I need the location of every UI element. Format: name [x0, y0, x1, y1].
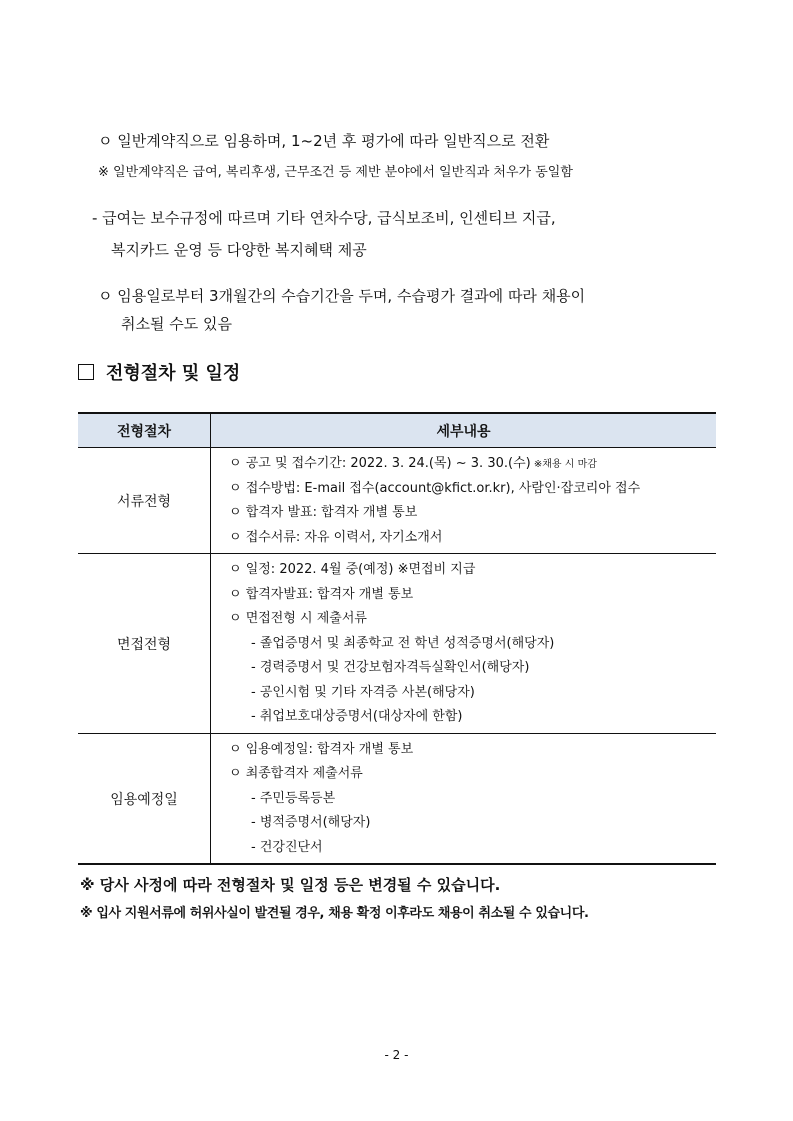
table-row [78, 733, 716, 864]
detail-line [229, 452, 716, 477]
row-details [211, 554, 717, 734]
intro-note-1: ※ 일반계약직은 급여, 복리후생, 근무조건 등 제반 분야에서 일반직과 처우가 동일함 [98, 165, 573, 180]
detail-subline: - 취업보호대상증명서(대상자에 한함) [251, 709, 463, 724]
intro-dash-1a: - 급여는 보수규정에 따르며 기타 연차수당, 급식보조비, 인센티브 지급, [92, 209, 556, 227]
row-stage: 임용예정일 [78, 733, 211, 864]
detail-line: ㅇ 일정: 2022. 4월 중(예정) ※면접비 지급 [229, 562, 476, 577]
detail-suffix: ※채용 시 마감 [530, 459, 597, 470]
header-detail: 세부내용 [211, 413, 717, 448]
detail-line: ㅇ 합격자발표: 합격자 개별 통보 [229, 586, 414, 602]
table-row [78, 448, 716, 554]
detail-subline: - 졸업증명서 및 최종학교 전 학년 성적증명서(해당자) [251, 635, 555, 651]
section-heading [78, 362, 240, 386]
detail-line: ㅇ 최종합격자 제출서류 [229, 766, 363, 781]
detail-subline: - 병적증명서(해당자) [251, 815, 371, 830]
intro-dash-1b: 복지카드 운영 등 다양한 복지혜택 제공 [111, 241, 367, 259]
page-number: - 2 - [384, 1048, 409, 1062]
detail-line: ㅇ 면접전형 시 제출서류 [229, 611, 367, 626]
detail-subline: - 경력증명서 및 건강보험자격득실확인서(해당자) [251, 660, 530, 675]
intro-line-2b: 취소될 수도 있음 [121, 315, 232, 333]
row-stage: 서류전형 [78, 448, 211, 554]
detail-line: ㅇ 임용예정일: 합격자 개별 통보 [229, 741, 414, 757]
row-details [211, 733, 717, 864]
detail-line: ㅇ 접수서류: 자유 이력서, 자기소개서 [229, 529, 443, 545]
notice-false-info: ※ 입사 지원서류에 허위사실이 발견될 경우, 채용 확정 이후라도 채용이 취소될 수 있습니다. [80, 906, 589, 921]
detail-subline: - 건강진단서 [251, 839, 323, 855]
schedule-table [78, 412, 716, 865]
section-title: 전형절차 및 일정 [106, 363, 241, 384]
notice-schedule-change: ※ 당사 사정에 따라 전형절차 및 일정 등은 변경될 수 있습니다. [80, 876, 501, 894]
row-stage: 면접전형 [78, 554, 211, 734]
detail-line: ㅇ 합격자 발표: 합격자 개별 통보 [229, 505, 418, 520]
detail-text: ㅇ 공고 및 접수기간: 2022. 3. 24.(목) ~ 3. 30.(수) [229, 456, 531, 471]
detail-subline: - 주민등록등본 [251, 790, 336, 806]
detail-subline: - 공인시험 및 기타 자격증 사본(해당자) [251, 684, 475, 700]
intro-line-2a: ㅇ 임용일로부터 3개월간의 수습기간을 두며, 수습평가 결과에 따라 채용이 [98, 287, 586, 305]
checkbox-square-icon [78, 364, 94, 380]
header-stage: 전형절차 [78, 413, 211, 448]
intro-line-1: ㅇ 일반계약직으로 임용하며, 1~2년 후 평가에 따라 일반직으로 전환 [98, 132, 550, 150]
row-details [211, 448, 717, 554]
detail-line: ㅇ 접수방법: E-mail 접수(account@kfict.or.kr), 사람인·잡코리아 접수 [229, 480, 641, 496]
table-row [78, 554, 716, 734]
table-header-row [78, 413, 716, 448]
